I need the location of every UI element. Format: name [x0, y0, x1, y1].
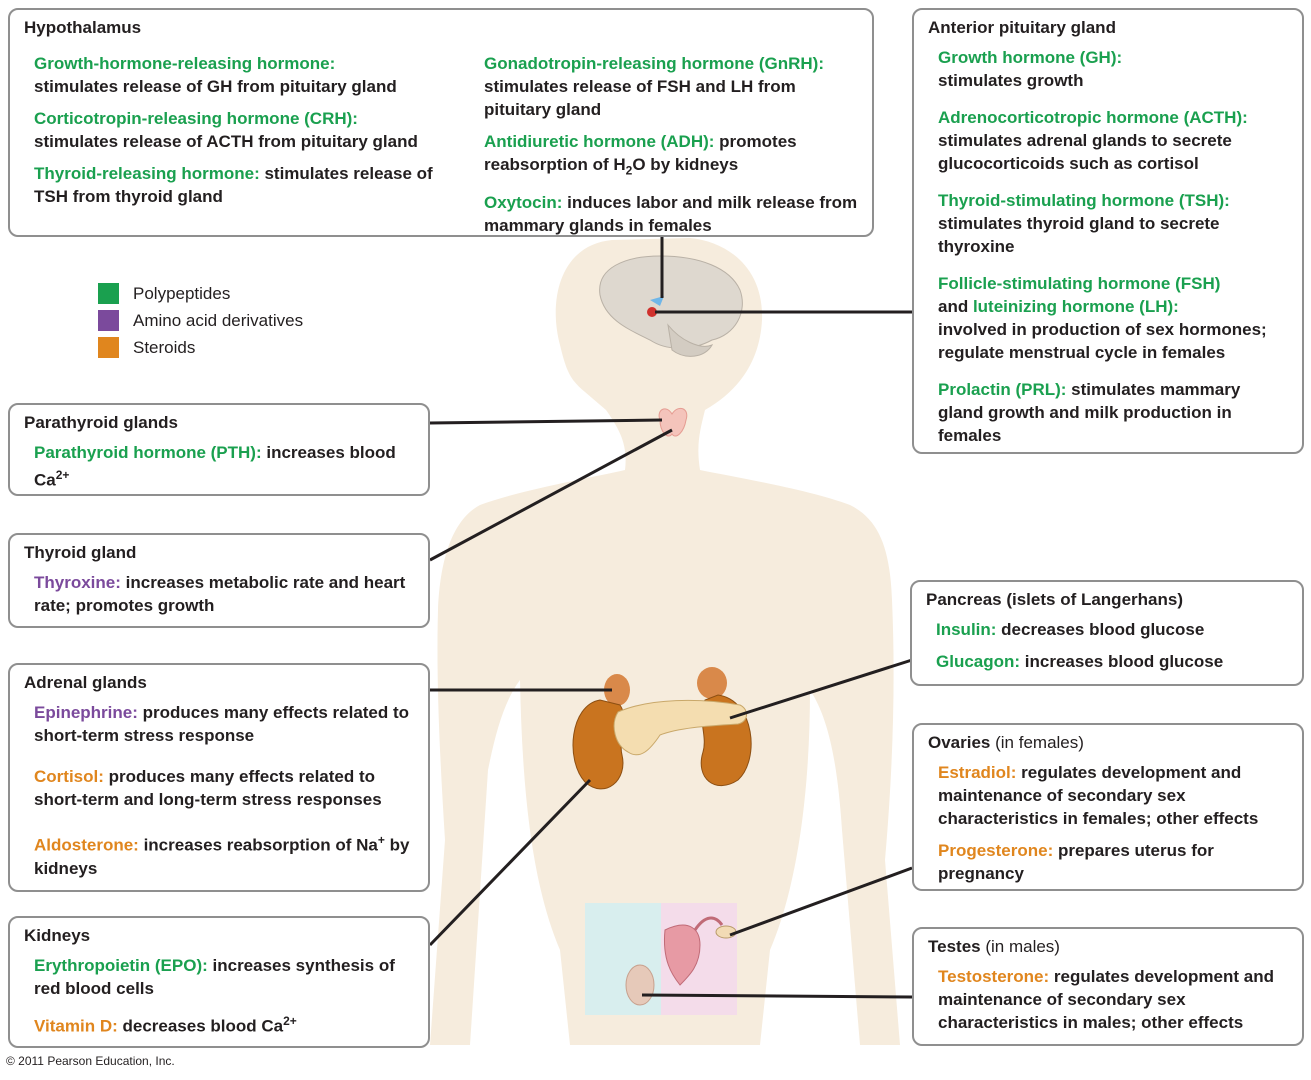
testis-organ	[626, 965, 654, 1005]
insulin-entry: Insulin: decreases blood glucose	[936, 620, 1205, 639]
ovary-organ	[716, 926, 736, 938]
pancreas-title: Pancreas (islets of Langerhans)	[926, 590, 1183, 609]
pancreas-box	[910, 580, 1304, 686]
gnrh-entry: Gonadotropin-releasing hormone (GnRH): stimulates release of FSH and LH from pituitary gland	[484, 54, 824, 119]
fsh-lh-entry: Follicle-stimulating hormone (FSH) and luteinizing hormone (LH): involved in production of sex hormones; regulate menstrual cycle in females	[938, 274, 1267, 362]
gh-entry: Growth hormone (GH): stimulates growth	[938, 48, 1123, 90]
ovaries-title: Ovaries (in females)	[928, 733, 1084, 752]
epo-entry: Erythropoietin (EPO): increases synthesis of red blood cells	[34, 956, 395, 998]
legend-polypeptides: Polypeptides	[98, 280, 303, 307]
copyright-notice: © 2011 Pearson Education, Inc.	[6, 1054, 175, 1068]
testes-title: Testes (in males)	[928, 937, 1060, 956]
pituitary-title: Anterior pituitary gland	[928, 18, 1116, 37]
tsh-entry: Thyroid-stimulating hormone (TSH): stimulates thyroid gland to secrete thyroxine	[938, 191, 1230, 256]
hypothalamus-box	[8, 8, 874, 237]
epinephrine-entry: Epinephrine: produces many effects related to short-term stress response	[34, 703, 410, 745]
thyroid-title: Thyroid gland	[24, 543, 137, 562]
crh-entry: Corticotropin-releasing hormone (CRH): stimulates release of ACTH from pituitary gland	[34, 109, 418, 151]
pth-entry: Parathyroid hormone (PTH): increases blood $Ca^{2+}$	[34, 443, 396, 490]
legend-amino: Amino acid derivatives	[98, 307, 303, 334]
hypothalamus-title: Hypothalamus	[24, 18, 142, 37]
prl-entry: Prolactin (PRL): stimulates mammary gland growth and milk production in females	[938, 380, 1241, 445]
adh-entry: Antidiuretic hormone (ADH): promotes reabsorption of $H_2O$ by kidneys	[484, 132, 797, 178]
adrenal-title: Adrenal glands	[24, 673, 147, 692]
vitd-entry: Vitamin D: decreases blood $Ca^{2+}$	[34, 1014, 297, 1036]
estradiol-entry: Estradiol: regulates development and maintenance of secondary sex characteristics in females; other effects	[938, 763, 1259, 828]
kidneys-title: Kidneys	[24, 926, 91, 945]
aldosterone-entry: Aldosterone: increases reabsorption of Na+ by kidneys	[34, 833, 410, 878]
testosterone-entry: Testosterone: regulates development and maintenance of secondary sex characteristics in males; other effects	[938, 967, 1274, 1032]
leader-testes	[642, 995, 912, 997]
thyroid-box	[8, 533, 430, 628]
ghrh-entry: Growth-hormone-releasing hormone: stimulates release of GH from pituitary gland	[34, 54, 397, 96]
testes-box	[912, 927, 1304, 1046]
cortisol-entry: Cortisol: produces many effects related to short-term and long-term stress responses	[34, 767, 382, 809]
ovaries-box	[912, 723, 1304, 891]
kidneys-box	[8, 916, 430, 1048]
right-adrenal	[697, 667, 727, 699]
thyroxine-entry: Thyroxine: increases metabolic rate and heart rate; promotes growth	[34, 573, 406, 615]
steroids-swatch	[98, 337, 119, 358]
legend-steroids: Steroids	[98, 334, 303, 361]
acth-entry: Adrenocorticotropic hormone (ACTH): stimulates adrenal glands to secrete glucocorticoids such as cortisol	[938, 108, 1248, 173]
adrenal-box	[8, 663, 430, 892]
amino-swatch	[98, 310, 119, 331]
left-kidney	[573, 700, 624, 789]
progesterone-entry: Progesterone: prepares uterus for pregnancy	[938, 841, 1214, 883]
pituitary-box	[912, 8, 1304, 454]
legend	[98, 280, 303, 361]
trh-entry: Thyroid-releasing hormone: stimulates release of TSH from thyroid gland	[34, 164, 433, 206]
parathyroid-box	[8, 403, 430, 496]
polypeptides-swatch	[98, 283, 119, 304]
glucagon-entry: Glucagon: increases blood glucose	[936, 652, 1224, 671]
oxytocin-entry: Oxytocin: induces labor and milk release from mammary glands in females	[484, 193, 858, 236]
parathyroid-title: Parathyroid glands	[24, 413, 178, 432]
